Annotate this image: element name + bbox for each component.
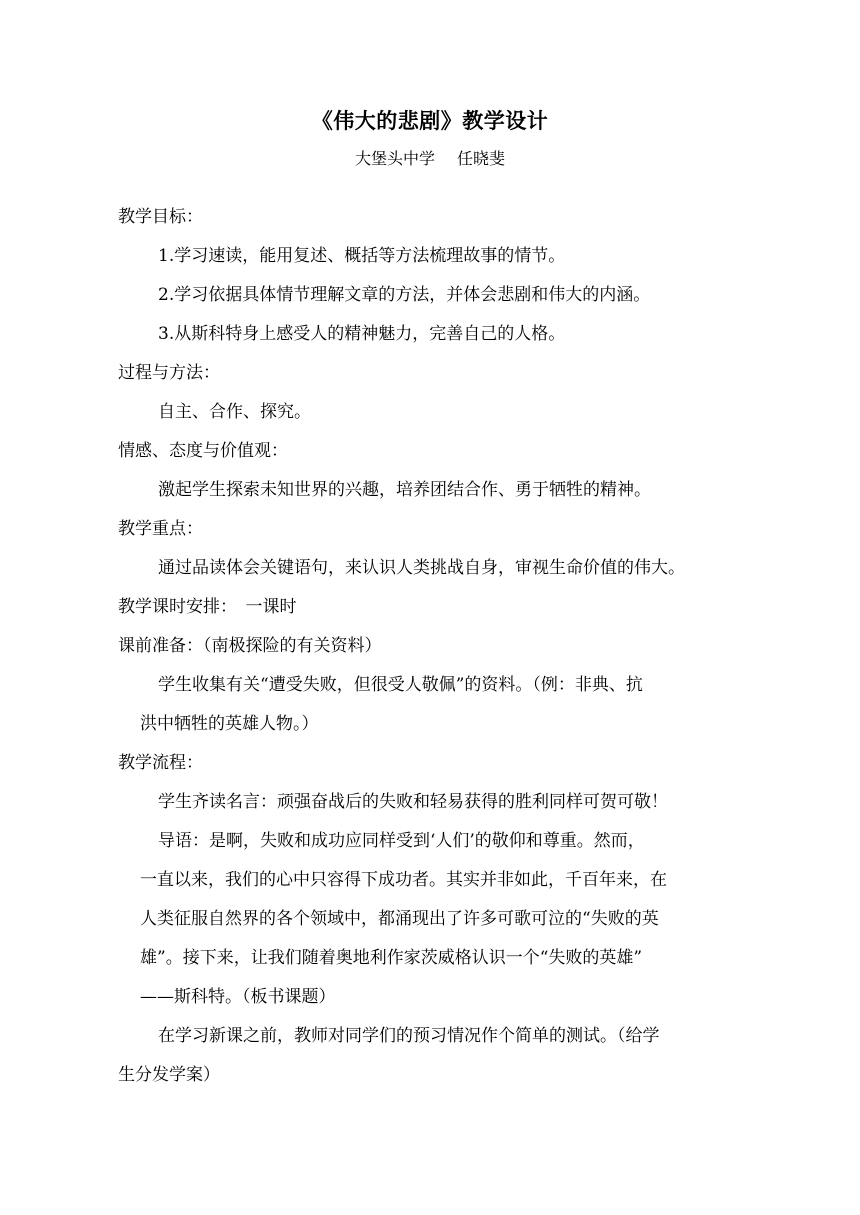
intro-line-3: 人类征服自然界的各个领域中，都涌现出了许多可歌可泣的“失败的英 <box>140 909 659 929</box>
goal-item-1: 1.学习速读，能用复述、概括等方法梳理故事的情节。 <box>158 246 566 266</box>
class-hours-line: 教学课时安排： 一课时 <box>118 597 297 617</box>
heading-teaching-flow: 教学流程： <box>118 753 203 773</box>
intro-line-4: 雄”。接下来，让我们随着奥地利作家茨威格认识一个“失败的英雄” <box>140 948 643 968</box>
intro-line-5: ——斯科特。（板书课题） <box>140 987 336 1007</box>
pretest-line-2: 生分发学案） <box>118 1065 220 1085</box>
author-name: 任晓斐 <box>457 149 506 168</box>
document-author <box>0 146 860 169</box>
document-title: 《伟大的悲剧》教学设计 <box>311 108 549 133</box>
pretest-line-1: 在学习新课之前，教师对同学们的预习情况作个简单的测试。（给学 <box>158 1026 660 1046</box>
emotion-values-text: 激起学生探索未知世界的兴趣，培养团结合作、勇于牺牲的精神。 <box>158 480 651 500</box>
goal-item-2: 2.学习依据具体情节理解文章的方法，并体会悲剧和伟大的内涵。 <box>158 285 651 305</box>
intro-line-2: 一直以来，我们的心中只容得下成功者。其实并非如此，千百年来，在 <box>140 870 667 890</box>
preparation-text-line-1: 学生收集有关“遭受失败，但很受人敬佩”的资料。（例：非典、抗 <box>158 675 643 695</box>
key-points-text: 通过品读体会关键语句，来认识人类挑战自身，审视生命价值的伟大。 <box>158 558 685 578</box>
heading-emotion-values: 情感、态度与价值观： <box>118 441 288 461</box>
preparation-text-line-2: 洪中牺牲的英雄人物。） <box>140 714 319 734</box>
flow-quote-line: 学生齐读名言：顽强奋战后的失败和轻易获得的胜利同样可贺可敬！ <box>158 792 668 812</box>
author-school: 大堡头中学 <box>354 149 435 168</box>
heading-process-methods: 过程与方法： <box>118 363 220 383</box>
heading-key-points: 教学重点： <box>118 519 203 539</box>
goal-item-3: 3.从斯科特身上感受人的精神魅力，完善自己的人格。 <box>158 324 566 344</box>
process-methods-text: 自主、合作、探究。 <box>158 402 311 422</box>
preparation-heading: 课前准备：（南极探险的有关资料） <box>118 636 382 656</box>
intro-line-1: 导语：是啊，失败和成功应同样受到‘人们’的敬仰和尊重。然而， <box>158 831 645 851</box>
heading-teaching-goals: 教学目标： <box>118 207 203 227</box>
